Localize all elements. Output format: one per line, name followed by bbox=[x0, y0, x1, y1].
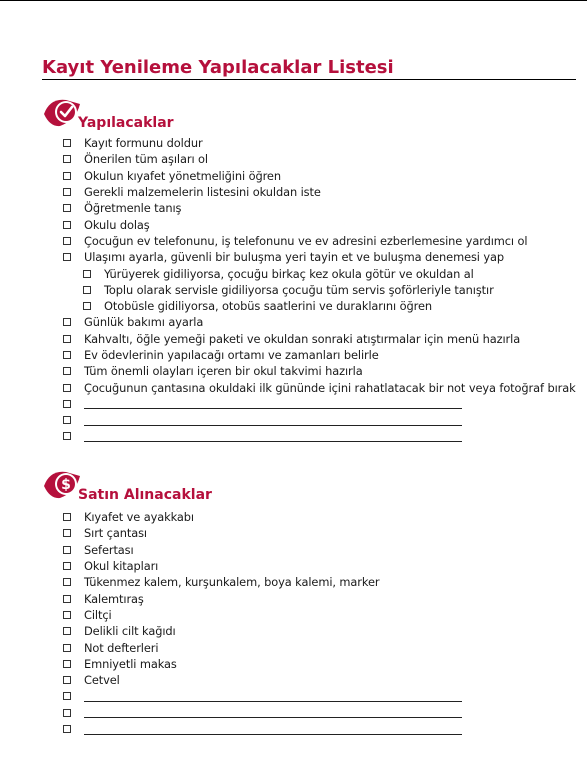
list-item[interactable]: Okul kitapları bbox=[63, 558, 573, 574]
checkbox[interactable] bbox=[63, 155, 71, 163]
list-item[interactable]: Ciltçi bbox=[63, 607, 573, 623]
blank-line[interactable] bbox=[84, 398, 462, 409]
checkbox[interactable] bbox=[63, 611, 71, 619]
section-heading-shopping: Satın Alınacaklar bbox=[78, 487, 212, 503]
list-item[interactable]: Not defterleri bbox=[63, 639, 573, 655]
checkbox[interactable] bbox=[63, 660, 71, 668]
blank-line[interactable] bbox=[84, 431, 462, 442]
list-item[interactable]: Ev ödevlerinin yapılacağı ortamı ve zamanları belirle bbox=[63, 347, 573, 363]
checkbox[interactable] bbox=[63, 172, 71, 180]
dollar-icon bbox=[42, 466, 82, 502]
list-item[interactable]: Çocuğunun çantasına okuldaki ilk gününde içini rahatlatacak bir not veya fotoğraf bırak bbox=[63, 379, 573, 395]
list-item[interactable]: Cetvel bbox=[63, 672, 573, 688]
blank-item[interactable] bbox=[63, 396, 573, 412]
list-item[interactable]: Önerilen tüm aşıları ol bbox=[63, 151, 573, 167]
list-item[interactable]: Sefertası bbox=[63, 542, 573, 558]
checkmark-icon bbox=[42, 94, 82, 130]
checkbox[interactable] bbox=[63, 529, 71, 537]
checkbox[interactable] bbox=[63, 709, 71, 717]
list-item[interactable]: Emniyetli makas bbox=[63, 656, 573, 672]
blank-item[interactable] bbox=[63, 428, 573, 444]
checkbox[interactable] bbox=[63, 400, 71, 408]
list-item[interactable]: Kahvaltı, öğle yemeği paketi ve okuldan sonraki atıştırmalar için menü hazırla bbox=[63, 331, 573, 347]
list-item[interactable]: Kıyafet ve ayakkabı bbox=[63, 509, 573, 525]
blank-line[interactable] bbox=[84, 691, 462, 702]
checkbox[interactable] bbox=[63, 318, 71, 326]
checkbox[interactable] bbox=[63, 627, 71, 635]
checkbox[interactable] bbox=[63, 351, 71, 359]
page-title: Kayıt Yenileme Yapılacaklar Listesi bbox=[42, 57, 394, 78]
checkbox[interactable] bbox=[83, 270, 91, 278]
sub-list-item[interactable]: Toplu olarak servisle gidiliyorsa çocuğu tüm servis şoförleriyle tanıştır bbox=[63, 282, 573, 298]
blank-item[interactable] bbox=[63, 412, 573, 428]
shopping-list bbox=[63, 509, 573, 737]
checkbox[interactable] bbox=[63, 384, 71, 392]
checkbox[interactable] bbox=[63, 237, 71, 245]
list-item[interactable]: Kalemtıraş bbox=[63, 590, 573, 606]
blank-line[interactable] bbox=[84, 415, 462, 426]
list-item[interactable]: Ulaşımı ayarla, güvenli bir buluşma yeri tayin et ve buluşma denemesi yap bbox=[63, 249, 573, 265]
checkbox[interactable] bbox=[63, 253, 71, 261]
list-item[interactable]: Delikli cilt kağıdı bbox=[63, 623, 573, 639]
checkbox[interactable] bbox=[63, 562, 71, 570]
list-item[interactable]: Günlük bakımı ayarla bbox=[63, 314, 573, 330]
checkbox[interactable] bbox=[63, 676, 71, 684]
checkbox[interactable] bbox=[63, 432, 71, 440]
list-item[interactable]: Tüm önemli olayları içeren bir okul takvimi hazırla bbox=[63, 363, 573, 379]
list-item[interactable]: Kayıt formunu doldur bbox=[63, 135, 573, 151]
blank-item[interactable] bbox=[63, 705, 573, 721]
checkbox[interactable] bbox=[63, 139, 71, 147]
checkbox[interactable] bbox=[63, 335, 71, 343]
checkbox[interactable] bbox=[63, 416, 71, 424]
title-underline bbox=[42, 79, 576, 80]
list-item[interactable]: Okulun kıyafet yönetmeliğini öğren bbox=[63, 168, 573, 184]
checkbox[interactable] bbox=[63, 644, 71, 652]
checkbox[interactable] bbox=[63, 578, 71, 586]
section-heading-todo: Yapılacaklar bbox=[78, 115, 174, 131]
checkbox[interactable] bbox=[63, 595, 71, 603]
top-border bbox=[0, 0, 587, 1]
list-item[interactable]: Tükenmez kalem, kurşunkalem, boya kalemi, marker bbox=[63, 574, 573, 590]
checkbox[interactable] bbox=[63, 188, 71, 196]
checkbox[interactable] bbox=[63, 546, 71, 554]
checkbox[interactable] bbox=[83, 302, 91, 310]
sub-list-item[interactable]: Otobüsle gidiliyorsa, otobüs saatlerini ve duraklarını öğren bbox=[63, 298, 573, 314]
checkbox[interactable] bbox=[63, 204, 71, 212]
checkbox[interactable] bbox=[63, 692, 71, 700]
list-item[interactable]: Çocuğun ev telefonunu, iş telefonunu ve ev adresini ezberlemesine yardımcı ol bbox=[63, 233, 573, 249]
sub-list-item[interactable]: Yürüyerek gidiliyorsa, çocuğu birkaç kez okula götür ve okuldan al bbox=[63, 265, 573, 281]
svg-text:$: $ bbox=[61, 477, 71, 493]
blank-item[interactable] bbox=[63, 688, 573, 704]
list-item[interactable]: Gerekli malzemelerin listesini okuldan iste bbox=[63, 184, 573, 200]
checkbox[interactable] bbox=[63, 367, 71, 375]
todo-list bbox=[63, 135, 576, 445]
list-item[interactable]: Sırt çantası bbox=[63, 525, 573, 541]
checkbox[interactable] bbox=[63, 221, 71, 229]
checkbox[interactable] bbox=[83, 286, 91, 294]
list-item[interactable]: Okulu dolaş bbox=[63, 216, 573, 232]
checkbox[interactable] bbox=[63, 725, 71, 733]
blank-line[interactable] bbox=[84, 724, 462, 735]
blank-line[interactable] bbox=[84, 707, 462, 718]
list-item[interactable]: Öğretmenle tanış bbox=[63, 200, 573, 216]
checkbox[interactable] bbox=[63, 513, 71, 521]
blank-item[interactable] bbox=[63, 721, 573, 737]
